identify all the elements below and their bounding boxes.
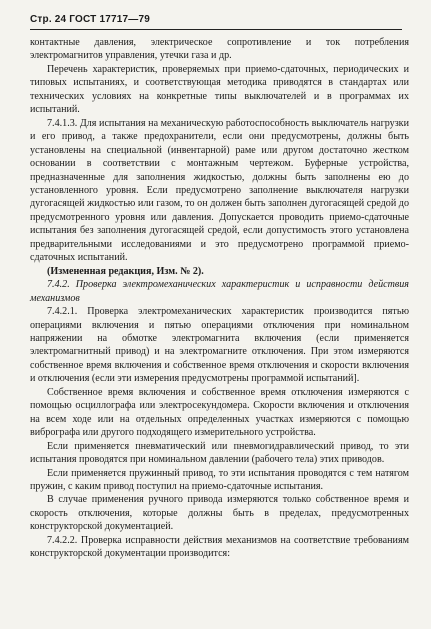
- paragraph-7-4-2-1: 7.4.2.1. Проверка электромеханических характеристик производится пятью операциями включения и пятью операциями отключения при номинальном напряжении на обмотке электромагнита включения (если применяется электромагнитный привод) и на электромагните отключения. При этом измеряются собственное время включения и собственное время отключения и скорости включения и отключения (если эти измерения предусмотрены программой испытаний].: [30, 306, 409, 385]
- paragraph-1: контактные давления, электрическое сопротивление и ток потребления электромагнитов управления, утечки газа и др.: [30, 37, 409, 62]
- paragraph-measurement: Собственное время включения и собственное время отключения измеряются с помощью осциллографа или электросекундомера. Скорости включения и отключения на всем ходе или на отдельных определенных участках измеряются с помощью вибрографа или другого подходящего измерительного устройства.: [30, 386, 409, 439]
- paragraph-2: Перечень характеристик, проверяемых при приемо-сдаточных, периодических и типовых испытаниях, и соответствующая методика приводятся в стандартах или технических условиях на конкретные типы выключателей и в программах их испытаний.: [30, 63, 409, 116]
- paragraph-3: 7.4.1.3. Для испытания на механическую работоспособность выключатель нагрузки и его привод, а также предохранители, если они предусмотрены, должны быть установлены на специальной (инвентарной) раме или другом достаточно жестком основании в соответствии с монтажным чертежом. Буферные устройства, предназначенные для заполнения жидкостью, должны быть заполнены ею до установленного уровня. Если предусмотрено заполнение выключателя нагрузки дугогасящей жидкостью или газом, то он должен быть заполнен дугогасящей средой до предусмотренного уровня или давления. Допускается проводить приемо-сдаточные испытания без заполнения дугогасящей средой, если допустимость этого установлена предварительными исследованиями и это предусмотрено программой приемо-сдаточных испытаний.: [30, 117, 409, 264]
- section-heading-7-4-2: 7.4.2. Проверка электромеханических характеристик и исправности действия механизмов: [30, 279, 409, 304]
- document-body: [30, 36, 409, 561]
- amendment-note: (Измененная редакция, Изм. № 2).: [47, 265, 204, 277]
- paragraph-pneumatic: Если применяется пневматический или пневмогидравлический привод, то эти испытания проводятся при номинальном давлении (рабочего тела) этих приводов.: [30, 440, 409, 466]
- page-header: Стр. 24 ГОСТ 17717—79: [30, 14, 402, 30]
- paragraph-7-4-2-2: 7.4.2.2. Проверка исправности действия механизмов на соответствие требованиям конструкторской документации производится:: [30, 534, 409, 560]
- paragraph-spring: Если применяется пружинный привод, то эти испытания проводятся с тем натягом пружин, с каким привод поступил на приемо-сдаточные испытания.: [30, 467, 409, 492]
- paragraph-manual: В случае применения ручного привода измеряются только собственное время и скорость отключения, которые должны быть в пределах, предусмотренных конструкторской документацией.: [30, 494, 409, 533]
